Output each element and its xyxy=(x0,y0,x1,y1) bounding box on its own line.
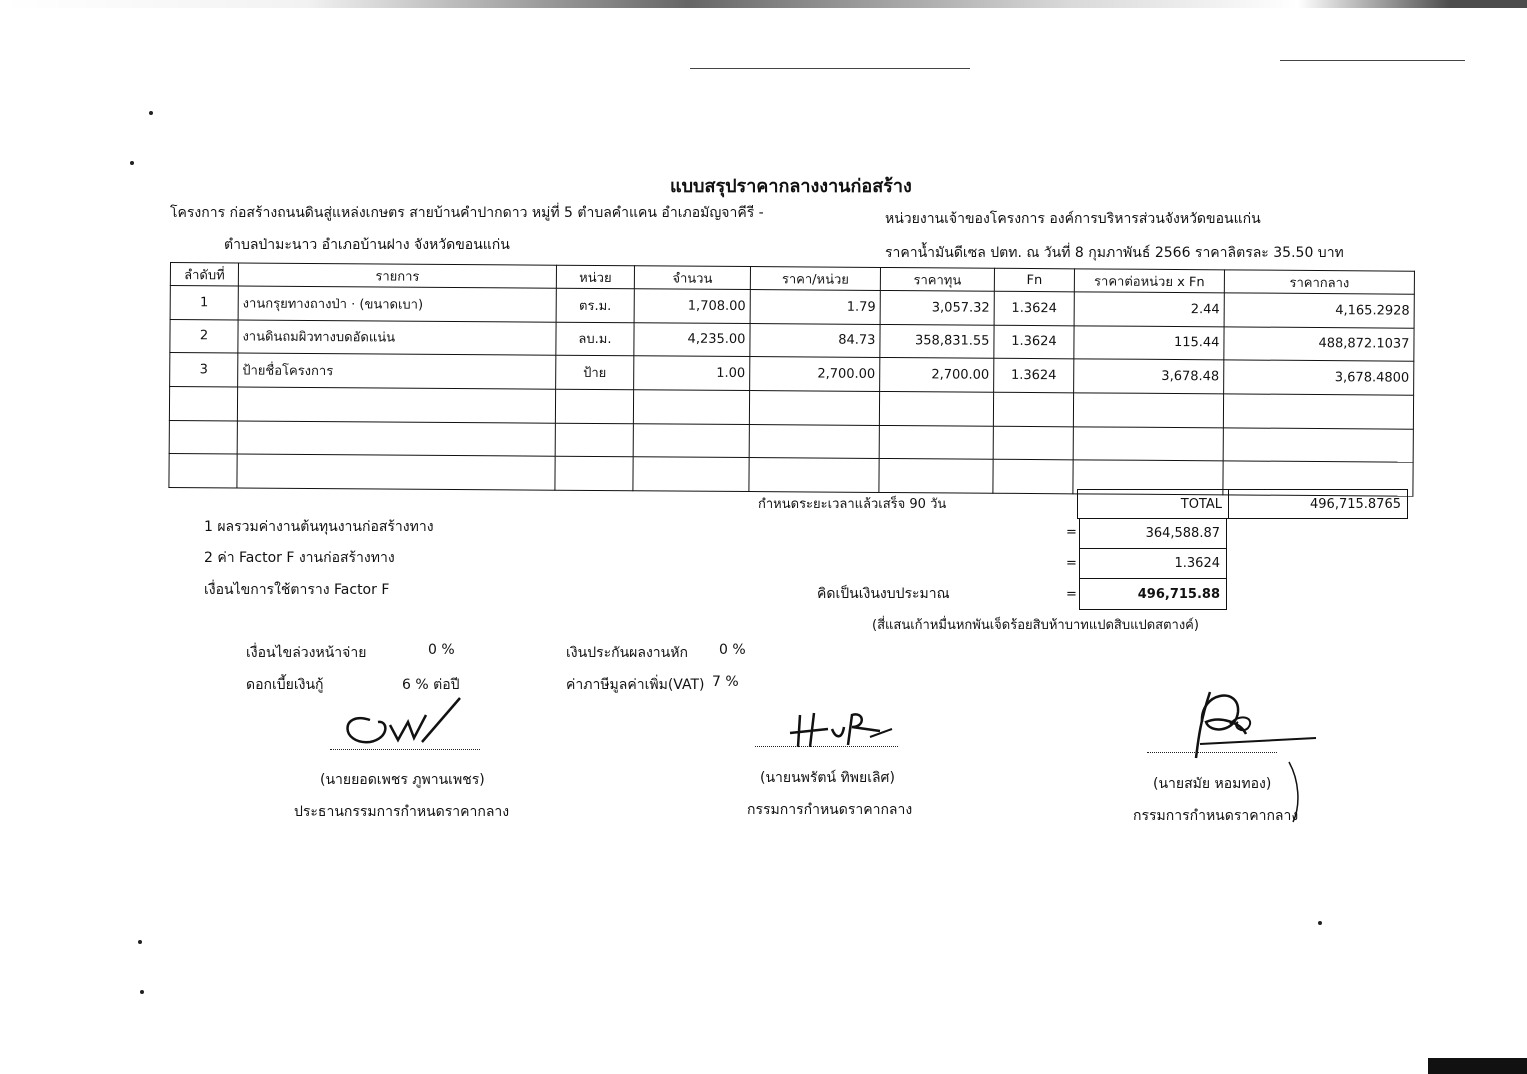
scan-dot xyxy=(130,161,134,165)
cell-unit-price: 84.73 xyxy=(750,323,880,358)
cell-unit: ลบ.ม. xyxy=(556,322,634,356)
cell-fn: 1.3624 xyxy=(994,325,1074,359)
header-item: รายการ xyxy=(238,263,556,288)
header-fn: Fn xyxy=(994,268,1074,292)
cell-item: งานดินถมผิวทางบดอัดแน่น xyxy=(238,320,556,356)
interest-value: 6 % ต่อปี xyxy=(402,677,460,693)
cell-no: 3 xyxy=(170,353,238,387)
scan-line xyxy=(690,68,970,69)
scan-edge-shadow xyxy=(0,0,1527,8)
cell-price-fn: 2.44 xyxy=(1074,292,1224,327)
cell-median-price: 488,872.1037 xyxy=(1224,327,1414,362)
signature-line xyxy=(1147,752,1277,753)
scan-dot xyxy=(1318,921,1322,925)
summary-value-2: 1.3624 xyxy=(1079,548,1227,579)
equals-sign: = xyxy=(1066,556,1077,571)
summary-item-1: 1 ผลรวมค่างานต้นทุนงานก่อสร้างทาง xyxy=(204,519,434,535)
vat-value: 7 % xyxy=(712,674,739,690)
project-line-2: ตำบลป่ามะนาว อำเภอบ้านฝาง จังหวัดขอนแก่น xyxy=(224,237,510,253)
estimate-label: คิดเป็นเงินงบประมาณ xyxy=(817,586,950,602)
amount-in-words: (สี่แสนเก้าหมื่นหกพันเจ็ดร้อยสิบห้าบาทแปดสิบแปดสตางค์) xyxy=(872,618,1199,633)
scan-dot xyxy=(149,111,153,115)
signature-line xyxy=(330,749,480,750)
signer-1-role: ประธานกรรมการกำหนดราคากลาง xyxy=(294,804,510,820)
guarantee-value: 0 % xyxy=(719,642,746,658)
guarantee-label: เงินประกันผลงานหัก xyxy=(566,645,688,661)
cell-unit-price: 1.79 xyxy=(750,290,880,325)
cell-unit-price: 2,700.00 xyxy=(750,357,880,392)
equals-sign: = xyxy=(1066,587,1077,602)
cell-no: 1 xyxy=(170,286,238,320)
scan-line xyxy=(1280,60,1465,61)
header-unit: หน่วย xyxy=(556,265,634,289)
signer-1-name: (นายยอดเพชร ภูพานเพชร) xyxy=(320,772,485,788)
summary-item-3: เงื่อนไขการใช้ตาราง Factor F xyxy=(204,582,390,598)
cell-no: 2 xyxy=(170,319,238,353)
cell-cost: 3,057.32 xyxy=(880,290,994,324)
cell-unit: ป้าย xyxy=(556,356,634,390)
cell-cost: 358,831.55 xyxy=(880,324,994,358)
total-label: TOTAL xyxy=(1077,489,1229,519)
total-value: 496,715.8765 xyxy=(1228,489,1408,519)
equals-sign: = xyxy=(1066,525,1077,540)
header-price-fn: ราคาต่อหน่วย x Fn xyxy=(1074,269,1224,293)
cell-qty: 1,708.00 xyxy=(634,289,750,323)
interest-label: ดอกเบี้ยเงินกู้ xyxy=(246,677,324,693)
signature-2 xyxy=(780,705,900,750)
signature-3 xyxy=(1180,682,1320,762)
summary-value-1: 364,588.87 xyxy=(1079,518,1227,549)
cell-fn: 1.3624 xyxy=(994,359,1074,393)
scan-edge-shadow xyxy=(1428,1058,1527,1074)
project-owner: หน่วยงานเจ้าของโครงการ องค์การบริหารส่วนจังหวัดขอนแก่น xyxy=(885,211,1261,227)
scan-dot xyxy=(138,940,142,944)
cell-item: ป้ายชื่อโครงการ xyxy=(238,353,556,389)
scan-dot xyxy=(140,990,144,994)
duration-text: กำหนดระยะเวลาแล้วเสร็จ 90 วัน xyxy=(758,497,947,512)
header-cost: ราคาทุน xyxy=(880,267,994,291)
estimate-value: 496,715.88 xyxy=(1079,578,1227,610)
header-no: ลำดับที่ xyxy=(170,263,238,286)
diesel-price: ราคาน้ำมันดีเซล ปตท. ณ วันที่ 8 กุมภาพันธ์ 2566 ราคาลิตรละ 35.50 บาท xyxy=(885,245,1344,261)
summary-item-2: 2 ค่า Factor F งานก่อสร้างทาง xyxy=(204,550,395,566)
cell-median-price: 3,678.4800 xyxy=(1224,360,1414,395)
price-table xyxy=(168,262,1415,497)
cell-qty: 4,235.00 xyxy=(634,322,750,356)
cell-price-fn: 115.44 xyxy=(1074,325,1224,360)
cell-unit: ตร.ม. xyxy=(556,288,634,322)
cell-qty: 1.00 xyxy=(634,356,750,390)
signer-3-role: กรรมการกำหนดราคากลาง xyxy=(1133,808,1299,824)
advance-value: 0 % xyxy=(428,642,455,658)
signer-3-name: (นายสมัย หอมทอง) xyxy=(1153,776,1272,792)
cell-fn: 1.3624 xyxy=(994,291,1074,325)
signature-1 xyxy=(330,690,470,750)
signature-line xyxy=(755,746,898,747)
project-line-1: โครงการ ก่อสร้างถนนดินสู่แหล่งเกษตร สายบ้านคำปากดาว หมู่ที่ 5 ตำบลคำแคน อำเภอมัญจาคีรี - xyxy=(170,205,764,221)
cell-price-fn: 3,678.48 xyxy=(1074,359,1224,394)
cell-item: งานกรุยทางถางป่า · (ขนาดเบา) xyxy=(238,286,556,322)
cell-cost: 2,700.00 xyxy=(880,358,994,392)
document-title: แบบสรุปราคากลางงานก่อสร้าง xyxy=(670,176,912,197)
header-qty: จำนวน xyxy=(634,266,750,290)
signer-2-name: (นายนพรัตน์ ทิพยเลิศ) xyxy=(760,770,895,786)
bracket-mark xyxy=(1285,760,1305,825)
signer-2-role: กรรมการกำหนดราคากลาง xyxy=(747,802,913,818)
header-unit-price: ราคา/หน่วย xyxy=(750,267,880,291)
header-median-price: ราคากลาง xyxy=(1224,270,1414,294)
cell-median-price: 4,165.2928 xyxy=(1224,293,1414,328)
advance-label: เงื่อนไขล่วงหน้าจ่าย xyxy=(246,645,367,661)
vat-label: ค่าภาษีมูลค่าเพิ่ม(VAT) xyxy=(566,677,705,693)
